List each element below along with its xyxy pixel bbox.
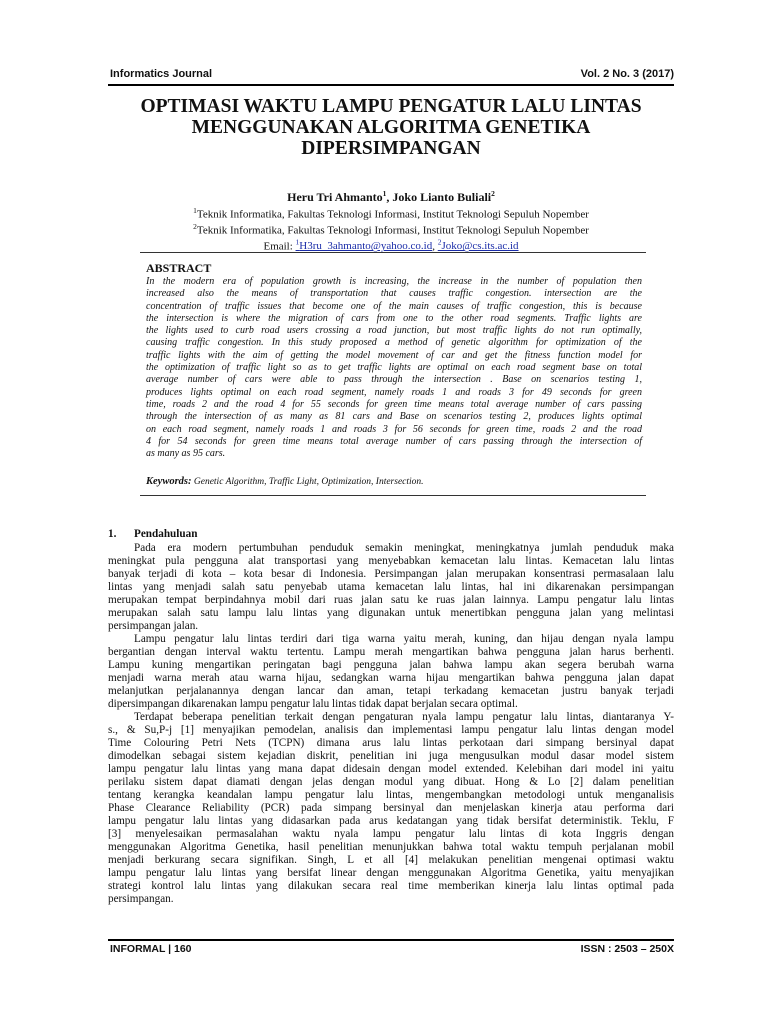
paragraph-line: lampu pengatur lalu lintas yang bersifat linear dengan menggunakan Algoritma Genetika, yaitu menyajikan: [108, 867, 674, 879]
paragraph-line: melanjutkan perjalanannya dengan lancar dan aman, tetapi terkadang kemacetan justru banyak terjadi: [108, 685, 674, 697]
volume-info: Vol. 2 No. 3 (2017): [580, 68, 674, 80]
email-line: Email: $^1$H3ru_3ahmanto@yahoo.co.id, $^2$Joko@cs.its.ac.id: [263, 237, 519, 253]
paragraph-line: merupakan salah satu lampu lalu lintas yang digunakan untuk menertibkan pengguna jalan yang melintasi: [108, 607, 674, 619]
paragraph-line: dipersimpangan dikarenakan lampu pengatur lalu lintas tidak dapat berjalan secara optimal.: [108, 698, 518, 710]
title-line: MENGGUNAKAN ALGORITMA GENETIKA: [191, 117, 591, 138]
section-introduction: [108, 528, 674, 906]
paper-title: [108, 96, 674, 159]
paragraph-line: tentang kerangka keandalan lampu pengatur lalu lintas, mengembangkan metodologi untuk menganalisis: [108, 789, 674, 801]
email-link-1[interactable]: $^1$H3ru_3ahmanto@yahoo.co.id: [295, 237, 433, 253]
page-number: INFORMAL | 160: [110, 943, 192, 955]
abstract-line: concentration of traffic issues that become one of the main causes of traffic congestion, this is because: [146, 300, 642, 312]
abstract-line: traffic lights with the aim of getting the model movement of car and get the fitness function model for: [146, 349, 642, 361]
abstract-line: the intersection is where the migration of cars from one to the other road segments. Traffic lights are: [146, 312, 642, 324]
author-block: [108, 188, 674, 253]
abstract-line: In the modern era of population growth is increasing, the increase in the number of population then: [146, 276, 642, 287]
abstract-line: 4 for 54 seconds for green time means total average number of cars passing through the intersection of: [146, 435, 642, 447]
abstract-line: increased also the means of transportation that causes traffic congestion. intersection are the: [146, 288, 642, 300]
abstract-line: average number of cars were able to pass through the intersection . Base on scenarios testing 1,: [146, 374, 642, 386]
abstract-line: on each road segment, namely roads 1 and roads 3 for 56 seconds for green time, roads 2 and the road: [146, 423, 642, 435]
running-header: [110, 68, 674, 80]
abstract-line: time, roads 2 and the road 4 for 55 seconds for green time means total average number of cars passing: [146, 398, 642, 410]
abstract-line: causing traffic congestion. In this study proposed a method of genetic algorithm for optimization of the: [146, 337, 642, 349]
paragraph-line: lampu pengatur lalu lintas yang didasarkan pada arus kedatangan yang tidak bersifat deterministik. Teklu, F: [108, 815, 674, 827]
paragraph-line: menjadi warna merah atau warna hijau, sedangkan warna hijau mengartikan bahwa pengguna jalan dapat: [108, 672, 674, 684]
affiliation-2: $^2$Teknik Informatika, Fakultas Teknologi Informasi, Institut Teknologi Sepuluh Nopember: [193, 221, 589, 237]
paragraph-line: Lampu pengatur lalu lintas terdiri dari tiga warna yaitu merah, kuning, dan hijau dengan nyala lampu: [134, 633, 674, 645]
affiliation-1: $^1$Teknik Informatika, Fakultas Teknologi Informasi, Institut Teknologi Sepuluh Nopember: [193, 205, 589, 221]
section-heading: 1. Pendahuluan: [108, 528, 198, 540]
paragraph-line: bergantian dengan interval waktu tertentu. Lampu merah mengartikan bahwa pengguna jalan harus berhenti.: [108, 646, 674, 658]
abstract-line: the optimization of traffic light so as to get traffic lights are optimal on each road segment base on total: [146, 362, 642, 374]
paragraph-line: Lampu kuning mengartikan peringatan bagi pengguna jalan bahwa lampu akan segera berubah warna: [108, 659, 674, 671]
paragraph-line: strategi kontrol lalu lintas yang dilakukan secara real time memberikan kinerja lalu lintas optimal pada: [108, 880, 674, 892]
abstract-line: as many as 95 cars.: [146, 448, 226, 460]
paragraph-line: s., & Su,P-j [1] menyajikan pemodelan, analisis dan implementasi lampu pengatur lalu lintas dengan model: [108, 724, 674, 736]
section-body: [108, 542, 674, 906]
abstract-line: produces lights optimal on each road segment, namely roads 1 and roads 3 for 49 seconds for green: [146, 386, 642, 398]
paragraph-line: dimodelkan sebagai sistem kejadian diskrit, penelitian ini juga mengusulkan modul dasar model sistem: [108, 750, 674, 762]
paragraph-line: Time Colouring Petri Nets (TCPN) dimana arus lalu lintas perkotaan dari simpang bersinyal dapat: [108, 737, 674, 749]
paragraph-line: Phase Clearance Reliability (PCR) pada simpang bersinyal dan menjelaskan kinerja atau performa dari: [108, 802, 674, 814]
paragraph-line: lintas yang menjadi salah satu penyebab utama kemacetan lalu lintas, hal ini dikarenakan persimpangan: [108, 581, 674, 593]
abstract-heading: ABSTRACT: [146, 261, 212, 275]
keywords: Keywords: Genetic Algorithm, Traffic Light, Optimization, Intersection.: [146, 476, 424, 488]
abstract-box: [140, 252, 646, 496]
paragraph-line: lampu pengatur lalu lintas yang mana dapat didesain dengan model extended. Kelebihan dari model ini yaitu: [108, 763, 674, 775]
issn: ISSN : 2503 – 250X: [580, 943, 674, 955]
footer-rule: [108, 939, 674, 941]
paragraph-line: persimpangan jalan.: [108, 620, 199, 632]
paragraph-line: merupakan tempat berpindahnya mobil dari ruas jalan satu ke ruas jalan lainnya. Lampu pengatur lalu lintas: [108, 594, 674, 606]
paragraph-line: Pada era modern pertumbuhan penduduk semakin meningkat, meningkatnya jumlah penduduk maka: [134, 542, 674, 554]
email-link-2[interactable]: $^2$Joko@cs.its.ac.id: [437, 237, 519, 253]
title-line: DIPERSIMPANGAN: [301, 138, 481, 159]
paragraph-line: [3] menyelesaikan permasalahan waktu nyala lampu pengatur lalu lintas di kota Inggris dengan: [108, 828, 674, 840]
paragraph-line: meningkat pula pengguna alat transportasi yang menyebabkan kemacetan lalu lintas. Kemacetan lalu lintas: [108, 555, 674, 567]
author-names: Heru Tri Ahmanto$^1$, Joko Lianto Buliali$^2$: [287, 189, 495, 204]
paragraph-line: persimpangan.: [108, 893, 174, 905]
abstract-line: through the intersection of as many as 81 cars and Base on scenarios testing 2, produces lights optimal: [146, 411, 642, 423]
header-rule: [108, 84, 674, 86]
running-footer: [110, 943, 674, 955]
paragraph-line: Terdapat beberapa penelitian terkait dengan pengaturan nyala lampu pengatur lalu lintas, diantaranya Y-: [134, 711, 674, 723]
abstract-text: [146, 276, 642, 460]
paragraph-line: banyak terjadi di kota – kota besar di Indonesia. Persimpangan jalan merupakan konsentrasi permasalaan lalu: [108, 568, 674, 580]
paragraph-line: menjadi berkurang secara signifikan. Singh, L et all [4] melakukan penelitian mengenai optimasi waktu: [108, 854, 674, 866]
paragraph-line: perilaku sistem dapat diamati dengan jelas dengan modul yang dibuat. Hong & Lo [2] dalam penelitian: [108, 776, 674, 788]
journal-name: Informatics Journal: [110, 68, 213, 80]
abstract-line: the lights used to curb road users crossing a road junction, but most traffic lights do not run optimally,: [146, 325, 642, 337]
title-line: OPTIMASI WAKTU LAMPU PENGATUR LALU LINTAS: [140, 96, 642, 117]
paragraph-line: menggunakan Algoritma Genetika, hasil penelitian menunjukkan bahwa total waktu tempuh perjalanan mobil: [108, 841, 674, 853]
